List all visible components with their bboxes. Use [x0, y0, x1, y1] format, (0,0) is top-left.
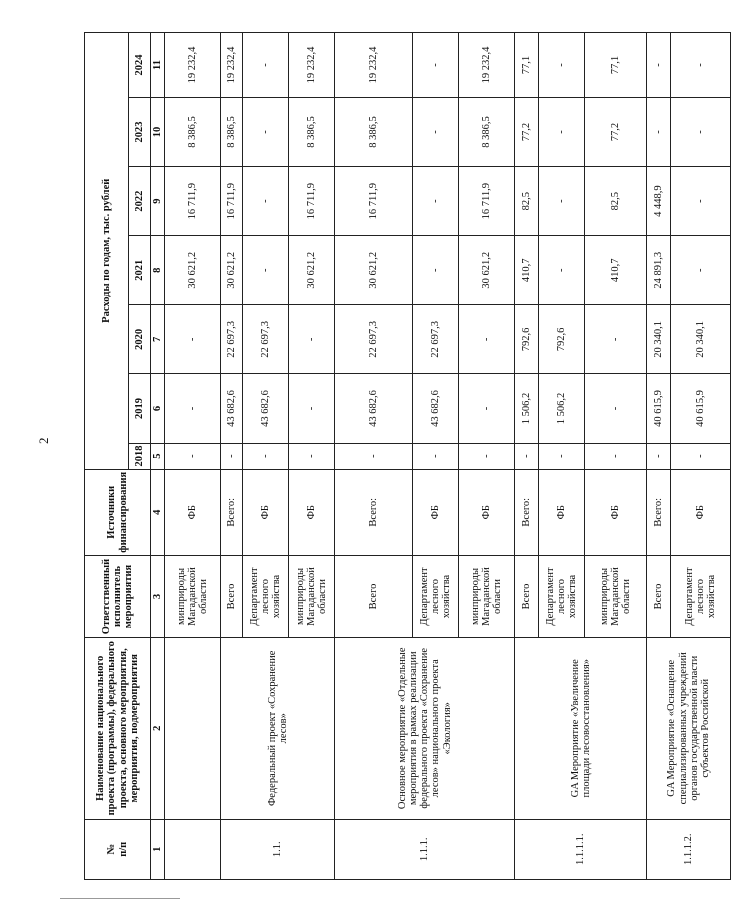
row-value-2021: 410,7 [515, 236, 539, 305]
row-value-2022: 16 711,9 [335, 167, 413, 236]
row-source: Всего: [647, 469, 671, 555]
row-value-2019: 43 682,6 [243, 374, 289, 443]
row-value-2023: 8 386,5 [221, 97, 243, 166]
index-cell: 4 [151, 469, 165, 555]
row-value-2024: - [539, 33, 585, 98]
row-value-2018: - [585, 443, 647, 469]
index-cell: 3 [151, 555, 165, 637]
row-value-2023: 8 386,5 [335, 97, 413, 166]
row-value-2018: - [221, 443, 243, 469]
row-executor: минприроды Магаданской области [459, 555, 515, 637]
row-value-2020: - [459, 305, 515, 374]
col-no-header [85, 819, 151, 879]
row-value-2022: - [243, 167, 289, 236]
row-value-2019: - [459, 374, 515, 443]
row-value-2020: 22 697,3 [221, 305, 243, 374]
table-row [515, 33, 539, 880]
row-value-2022: 16 711,9 [165, 167, 221, 236]
row-source: Всего: [515, 469, 539, 555]
row-name: GA Мероприятие «Оснащение специализированных учреждений органов государственной власти субъектов Российской [647, 638, 731, 819]
rotated-table-container [84, 32, 718, 880]
row-value-2021: - [671, 236, 731, 305]
row-value-2022: - [671, 167, 731, 236]
row-value-2023: 8 386,5 [165, 97, 221, 166]
row-value-2024: 19 232,4 [459, 33, 515, 98]
row-value-2023: - [647, 97, 671, 166]
row-value-2023: - [413, 97, 459, 166]
row-value-2018: - [459, 443, 515, 469]
row-executor: Всего [221, 555, 243, 637]
row-value-2019: 40 615,9 [647, 374, 671, 443]
expenses-table [84, 32, 731, 880]
row-value-2019: 40 615,9 [671, 374, 731, 443]
row-value-2023: 77,2 [585, 97, 647, 166]
row-source: ФБ [243, 469, 289, 555]
row-number: 1.1.1.2. [647, 819, 731, 879]
row-value-2019: 1 506,2 [539, 374, 585, 443]
row-value-2024: - [647, 33, 671, 98]
row-name [165, 638, 221, 819]
row-value-2019: 43 682,6 [413, 374, 459, 443]
row-value-2024: 77,1 [515, 33, 539, 98]
table-row [165, 33, 221, 880]
row-value-2020: 22 697,3 [243, 305, 289, 374]
row-value-2019: - [165, 374, 221, 443]
row-executor: Департамент лесного хозяйства [539, 555, 585, 637]
row-value-2020: 20 340,1 [671, 305, 731, 374]
row-source: ФБ [459, 469, 515, 555]
row-executor: Департамент лесного хозяйства [671, 555, 731, 637]
row-value-2021: 30 621,2 [335, 236, 413, 305]
row-value-2018: - [413, 443, 459, 469]
row-value-2022: 16 711,9 [459, 167, 515, 236]
row-value-2024: 19 232,4 [221, 33, 243, 98]
row-value-2023: - [243, 97, 289, 166]
row-name: Основное мероприятие «Отдельные мероприятия в рамках реализации федерального проекта «Сохранение лесов» национального проекта «Экология» [335, 638, 515, 819]
row-value-2020: 22 697,3 [413, 305, 459, 374]
index-cell: 1 [151, 819, 165, 879]
page-number: 2 [36, 437, 51, 444]
row-value-2018: - [335, 443, 413, 469]
row-executor: Департамент лесного хозяйства [243, 555, 289, 637]
row-value-2020: 792,6 [515, 305, 539, 374]
row-value-2020: - [289, 305, 335, 374]
row-value-2022: - [539, 167, 585, 236]
row-value-2024: 19 232,4 [335, 33, 413, 98]
row-value-2018: - [243, 443, 289, 469]
index-row [151, 33, 165, 880]
row-value-2019: - [289, 374, 335, 443]
row-value-2023: 8 386,5 [459, 97, 515, 166]
col-executor-header: Ответственный исполнитель мероприятия [85, 555, 151, 637]
table-row [335, 33, 413, 880]
row-value-2018: - [165, 443, 221, 469]
row-value-2018: - [647, 443, 671, 469]
row-value-2024: 19 232,4 [165, 33, 221, 98]
row-value-2023: 77,2 [515, 97, 539, 166]
table-body [165, 33, 731, 880]
col-source-header: Источники финансирования [85, 469, 151, 555]
footer-rule [60, 898, 180, 899]
index-cell: 11 [151, 33, 165, 98]
year-header: 2018 [129, 443, 151, 469]
row-source: ФБ [671, 469, 731, 555]
year-header: 2019 [129, 374, 151, 443]
row-value-2021: 24 891,3 [647, 236, 671, 305]
row-name: Федеральный проект «Сохранение лесов» [221, 638, 335, 819]
year-header: 2023 [129, 97, 151, 166]
row-source: Всего: [335, 469, 413, 555]
row-source: Всего: [221, 469, 243, 555]
index-cell: 5 [151, 443, 165, 469]
row-number [165, 819, 221, 879]
row-executor: минприроды Магаданской области [585, 555, 647, 637]
row-value-2021: 30 621,2 [221, 236, 243, 305]
year-header: 2021 [129, 236, 151, 305]
row-value-2024: 77,1 [585, 33, 647, 98]
row-value-2022: - [413, 167, 459, 236]
row-number: 1.1. [221, 819, 335, 879]
row-value-2020: - [585, 305, 647, 374]
row-value-2022: 82,5 [585, 167, 647, 236]
row-executor: Всего [647, 555, 671, 637]
row-source: ФБ [413, 469, 459, 555]
row-value-2018: - [539, 443, 585, 469]
col-no-text: № п/п [106, 841, 129, 857]
row-value-2021: 30 621,2 [165, 236, 221, 305]
row-value-2024: - [413, 33, 459, 98]
row-source: ФБ [165, 469, 221, 555]
row-value-2024: - [671, 33, 731, 98]
row-value-2019: 43 682,6 [335, 374, 413, 443]
row-value-2018: - [671, 443, 731, 469]
row-source: ФБ [289, 469, 335, 555]
row-value-2021: 30 621,2 [289, 236, 335, 305]
index-cell: 6 [151, 374, 165, 443]
row-value-2019: - [585, 374, 647, 443]
row-value-2023: - [539, 97, 585, 166]
row-value-2022: 4 448,9 [647, 167, 671, 236]
row-value-2023: - [671, 97, 731, 166]
row-value-2019: 1 506,2 [515, 374, 539, 443]
row-number: 1.1.1. [335, 819, 515, 879]
row-value-2024: - [243, 33, 289, 98]
row-executor: минприроды Магаданской области [289, 555, 335, 637]
row-source: ФБ [539, 469, 585, 555]
row-number: 1.1.1.1. [515, 819, 647, 879]
row-value-2020: 20 340,1 [647, 305, 671, 374]
index-cell: 7 [151, 305, 165, 374]
row-value-2021: 410,7 [585, 236, 647, 305]
row-value-2018: - [289, 443, 335, 469]
row-value-2023: 8 386,5 [289, 97, 335, 166]
year-header: 2020 [129, 305, 151, 374]
year-header: 2022 [129, 167, 151, 236]
index-cell: 8 [151, 236, 165, 305]
row-name: GA Мероприятие «Увеличение площади лесовосстановления» [515, 638, 647, 819]
year-header: 2024 [129, 33, 151, 98]
row-value-2020: 22 697,3 [335, 305, 413, 374]
table-row [647, 33, 671, 880]
col-expenses-header: Расходы по годам, тыс. рублей [85, 33, 129, 470]
row-value-2021: 30 621,2 [459, 236, 515, 305]
row-value-2024: 19 232,4 [289, 33, 335, 98]
row-executor: Департамент лесного хозяйства [413, 555, 459, 637]
row-source: ФБ [585, 469, 647, 555]
row-value-2019: 43 682,6 [221, 374, 243, 443]
col-name-header: Наименование национального проекта (программы), федерального проекта, основного мероприятия, мероприятия, подмероприятия [85, 638, 151, 819]
row-executor: Всего [335, 555, 413, 637]
row-value-2021: - [413, 236, 459, 305]
row-value-2021: - [243, 236, 289, 305]
row-value-2022: 16 711,9 [289, 167, 335, 236]
row-value-2022: 82,5 [515, 167, 539, 236]
index-cell: 10 [151, 97, 165, 166]
row-executor: минприроды Магаданской области [165, 555, 221, 637]
row-value-2021: - [539, 236, 585, 305]
table-row [221, 33, 243, 880]
row-executor: Всего [515, 555, 539, 637]
index-cell: 2 [151, 638, 165, 819]
row-value-2020: - [165, 305, 221, 374]
row-value-2020: 792,6 [539, 305, 585, 374]
row-value-2018: - [515, 443, 539, 469]
index-cell: 9 [151, 167, 165, 236]
row-value-2022: 16 711,9 [221, 167, 243, 236]
